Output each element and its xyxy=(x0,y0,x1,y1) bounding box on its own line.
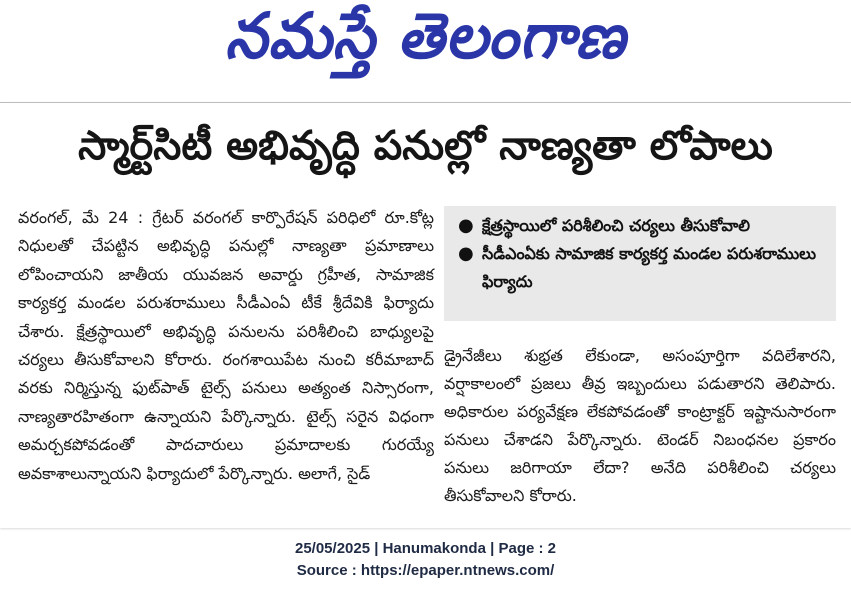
article-body-left-column xyxy=(18,204,434,514)
highlights-list xyxy=(444,206,836,296)
article-paragraph-right: డ్రైనేజీలు శుభ్రత లేకుండా, అసంపూర్తిగా వదిలేశారని, వర్షాకాలంలో ప్రజలు తీవ్ర ఇబ్బందులు పడుతారని తెలిపారు. అధికారుల పర్యవేక్షణ లేకపోవడంతో కాంట్రాక్టర్ ఇష్టానుసారంగా పనులు చేశాడని పేర్కొన్నారు. టెండర్ నిబంధనల ప్రకారం పనులు జరిగాయా లేదా? అనేది పరిశీలించి చర్యలు తీసుకోవాలని కోరారు. xyxy=(444,346,836,505)
article-body-right-column xyxy=(444,342,836,512)
highlight-text: క్షేత్రస్థాయిలో పరిశీలించి చర్యలు తీసుకోవాలి xyxy=(482,216,751,235)
bullet-icon: ● xyxy=(458,243,474,264)
highlight-item xyxy=(458,240,828,296)
article-headline-block xyxy=(0,112,851,190)
highlights-box xyxy=(444,206,836,321)
article-headline: స్మార్ట్‌సిటీ అభివృద్ధి పనుల్లో నాణ్యతా లోపాలు xyxy=(78,123,773,169)
article-paragraph-left: వరంగల్, మే 24 : గ్రేటర్ వరంగల్ కార్పొరేషన్ పరిధిలో రూ.కోట్ల నిధులతో చేపట్టిన అభివృద్ధి పనుల్లో నాణ్యతా ప్రమాణాలు లోపించాయని జాతీయ యువజన అవార్డు గ్రహీత, సామాజిక కార్యకర్త మండల పరుశరాములు సీడీఎంఏ టీకే శ్రీదేవికి ఫిర్యాదు చేశారు. క్షేత్రస్థాయిలో అభివృద్ధి పనులను పరిశీలించి బాధ్యులపై చర్యలు తీసుకోవాలని కోరారు. రంగశాయిపేట నుంచి కరీమాబాద్ వరకు నిర్మిస్తున్న ఫుట్‌పాత్ టైల్స్ పనులు అత్యంత నిస్సారంగా, నాణ్యతారహితంగా ఉన్నాయని పేర్కొన్నారు. టైల్స్ సరైన విధంగా అమర్చకపోవడంతో పాదచారులు ప్రమాదాలకు గురయ్యే అవకాశాలున్నాయని ఫిర్యాదులో పేర్కొన్నారు. అలాగే, సైడ్ xyxy=(18,208,434,483)
footer-source-link[interactable]: Source : https://epaper.ntnews.com/ xyxy=(296,562,555,579)
masthead-logo xyxy=(0,0,851,88)
masthead-title: నమస్తే తెలంగాణ xyxy=(224,0,627,74)
highlight-item xyxy=(458,212,828,240)
bullet-icon: ● xyxy=(458,215,474,236)
footer-date-edition: 25/05/2025 | Hanumakonda | Page : 2 xyxy=(294,540,556,557)
source-footer xyxy=(0,538,851,582)
highlight-text: సీడీఎంఏకు సామాజిక కార్యకర్త మండల పరుశరాములు ఫిర్యాదు xyxy=(482,244,817,291)
